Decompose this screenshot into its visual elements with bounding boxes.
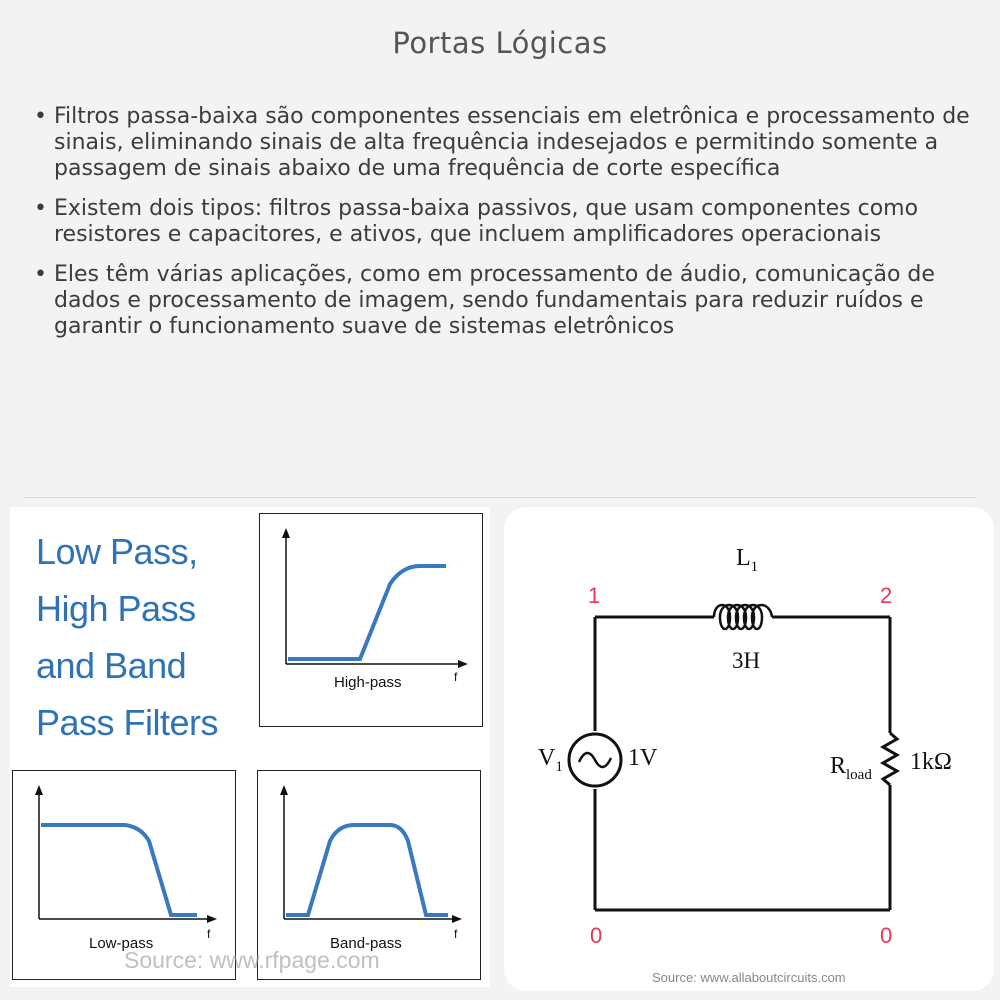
high-pass-graph (259, 513, 483, 727)
axis-f-label: f (454, 927, 458, 941)
source-name: V (538, 745, 556, 771)
bullet-list (32, 104, 982, 354)
axis-f-label: f (207, 927, 211, 941)
sine-wave-icon (579, 753, 611, 767)
high-pass-plot (260, 514, 482, 726)
bullet-dot: • (34, 196, 47, 221)
y-axis-arrow (35, 785, 43, 795)
resistor-subscript: load (846, 766, 872, 783)
source-caption: Source: www.rfpage.com (124, 947, 380, 973)
resistor-value: 1kΩ (910, 749, 952, 775)
source-subscript: 1 (555, 758, 563, 775)
resistor-icon (883, 733, 897, 785)
node-label: 2 (880, 583, 893, 608)
heading-line: and Band (36, 645, 187, 686)
high-pass-curve (288, 566, 446, 659)
bullet-dot: • (34, 262, 47, 287)
inductor-value: 3H (732, 648, 761, 673)
resistor-label (830, 753, 872, 784)
bullet-dot: • (34, 104, 47, 129)
source-label (538, 745, 563, 776)
heading-line: Pass Filters (36, 702, 219, 743)
resistor-name: R (830, 753, 847, 779)
heading-line: High Pass (36, 588, 196, 629)
band-pass-label: Band-pass (330, 935, 402, 952)
x-axis-arrow (458, 660, 468, 668)
bullet-text: Eles têm várias aplicações, como em processamento de áudio, comunicação de dados e processamento de imagem, sendo fundamentais para reduzir ruídos e garantir o funcionamento suave de sistemas eletrônicos (54, 262, 935, 339)
bullet-item (32, 262, 982, 340)
y-axis-arrow (280, 785, 288, 795)
x-axis-arrow (452, 915, 462, 923)
heading-line: Low Pass, (36, 531, 198, 572)
band-pass-curve (286, 825, 448, 915)
filters-figure (10, 507, 490, 987)
high-pass-label: High-pass (334, 674, 402, 691)
bullet-text: Existem dois tipos: filtros passa-baixa passivos, que usam componentes como resistores e capacitores, e ativos, que incluem amplificadores operacionais (54, 196, 919, 247)
bullet-item (32, 104, 982, 182)
filters-heading (36, 523, 256, 751)
low-pass-curve (41, 825, 197, 915)
source-caption: Source: www.allaboutcircuits.com (652, 970, 846, 985)
bullet-text: Filtros passa-baixa são componentes essenciais em eletrônica e processamento de sinais, eliminando sinais de alta frequência indesejados e permitindo somente a passagem de sinais abaixo de uma frequência de corte específica (54, 104, 970, 181)
y-axis-arrow (282, 528, 290, 538)
bullet-item (32, 196, 982, 248)
inductor-subscript: 1 (750, 558, 759, 575)
node-label: 0 (880, 923, 893, 948)
inductor-name: L (736, 545, 751, 571)
node-label: 1 (588, 583, 601, 608)
inductor-coil (714, 605, 772, 629)
node-label: 0 (590, 923, 603, 948)
x-axis-arrow (207, 915, 217, 923)
axis-f-label: f (454, 670, 458, 684)
inductor-label (736, 545, 758, 576)
source-value: 1V (628, 745, 658, 771)
divider (24, 497, 976, 498)
circuit-figure (504, 507, 994, 991)
low-pass-label: Low-pass (89, 935, 154, 952)
page-title: Portas Lógicas (392, 26, 608, 60)
